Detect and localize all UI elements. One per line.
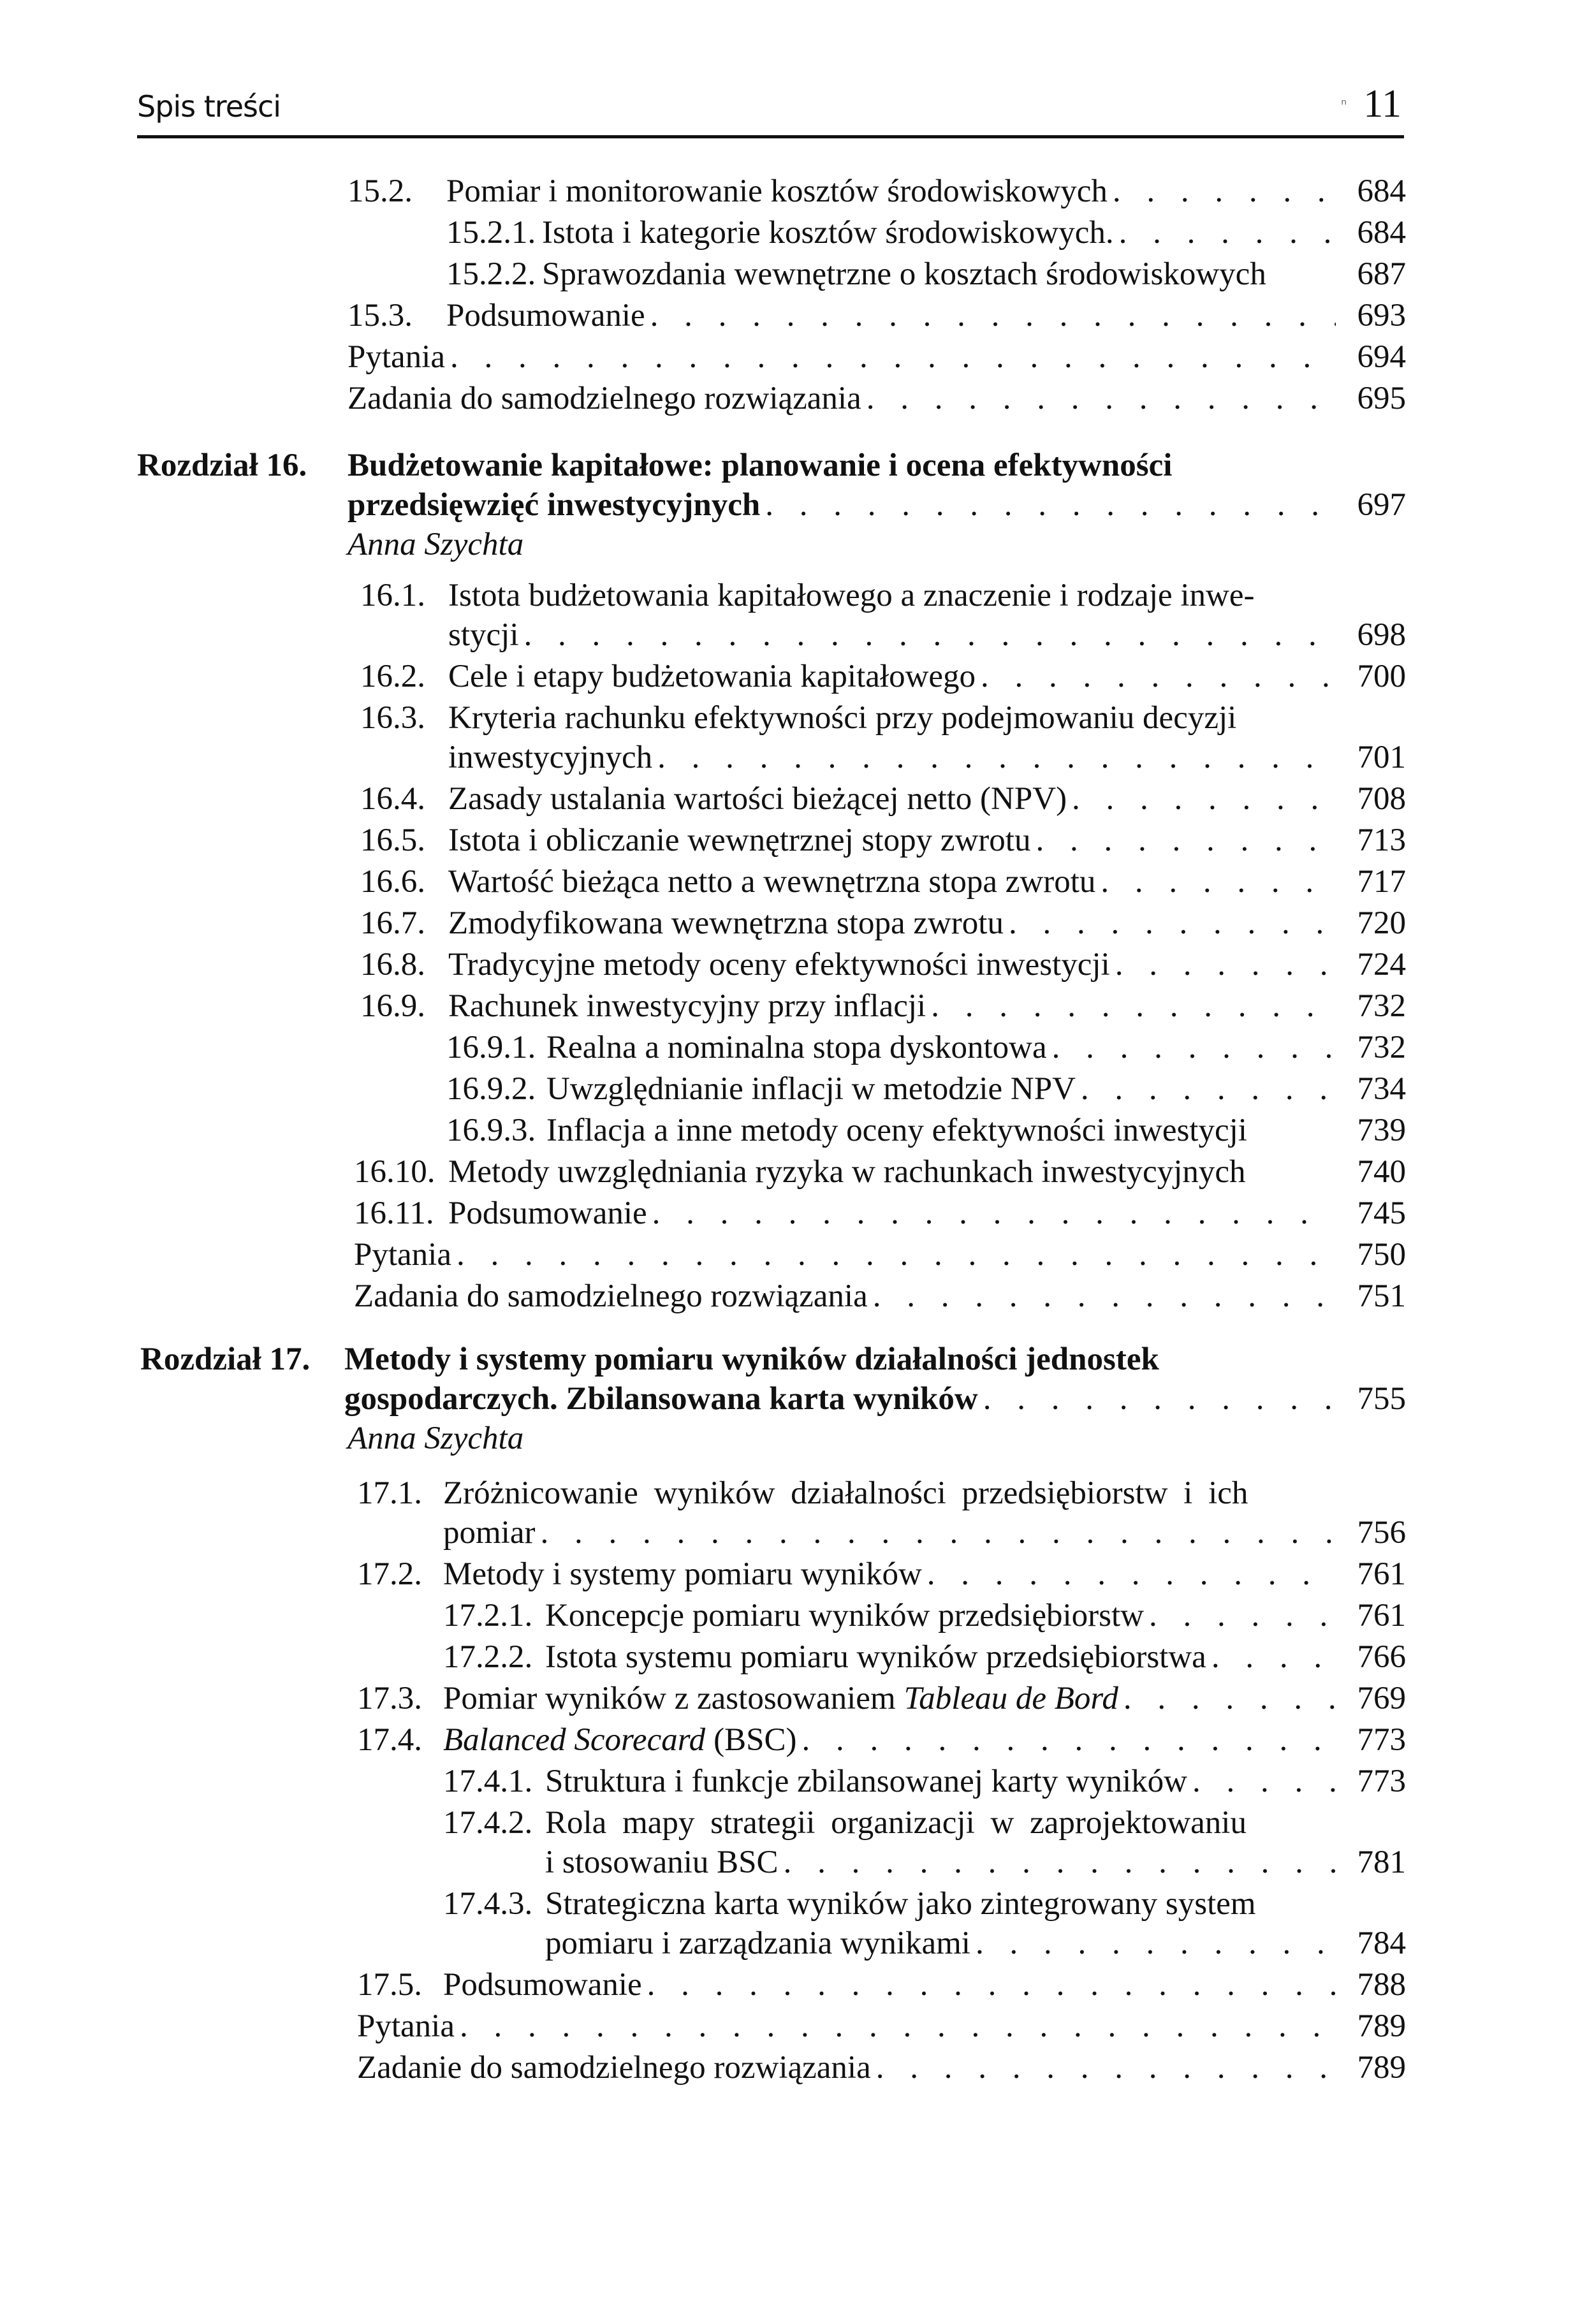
toc-entry[interactable]: [348, 337, 1406, 378]
toc-entry[interactable]: [360, 861, 1406, 903]
toc-entry[interactable]: [545, 1923, 1406, 1964]
toc-entry[interactable]: [348, 378, 1406, 420]
entry-number: 17.2.: [357, 1556, 422, 1592]
dot-leader: [981, 656, 1336, 698]
chapter-label: Rozdział 17.: [140, 1341, 311, 1377]
entry-number: 17.4.2.: [443, 1805, 533, 1841]
entry-page: 761: [1357, 1598, 1406, 1633]
entry-page: 781: [1357, 1845, 1406, 1880]
toc-entry[interactable]: [446, 1027, 1406, 1069]
toc-entry[interactable]: [446, 212, 1406, 254]
entry-title: Realna a nominalna stopa dyskontowa: [546, 1030, 1047, 1065]
chapter-title-cont: gospodarczych. Zbilansowana karta wyników: [344, 1381, 978, 1417]
entry-title: inwestycyjnych: [448, 740, 653, 775]
entry-page: 766: [1357, 1639, 1406, 1675]
entry-page: 789: [1357, 2050, 1406, 2086]
running-title: Spis treści: [137, 89, 281, 124]
dot-leader: [1035, 820, 1336, 861]
dot-leader: [927, 1554, 1336, 1595]
dot-leader: [540, 1512, 1336, 1554]
toc-entry[interactable]: [357, 1964, 1406, 2006]
entry-number: 16.9.1.: [446, 1030, 536, 1065]
toc-entry[interactable]: [357, 2006, 1406, 2047]
entry-title: i stosowaniu BSC: [545, 1845, 779, 1880]
entry-title: Zadania do samodzielnego rozwiązania: [348, 381, 861, 416]
entry-page: 740: [1357, 1154, 1406, 1190]
entry-number: 16.9.: [360, 988, 425, 1024]
toc-entry[interactable]: [360, 944, 1406, 986]
toc-entry[interactable]: [360, 820, 1406, 861]
entry-title: Uwzględnianie inflacji w metodzie NPV: [546, 1071, 1076, 1107]
dot-leader: [1192, 1761, 1336, 1802]
dot-leader: [931, 986, 1336, 1027]
entry-page: 693: [1357, 298, 1406, 333]
entry-page: 750: [1357, 1237, 1406, 1273]
toc-entry[interactable]: [354, 1151, 1406, 1193]
entry-title: pomiaru i zarządzania wynikami: [545, 1926, 970, 1961]
dot-leader: [802, 1720, 1336, 1761]
entry-number: 15.2.1.: [446, 215, 536, 251]
entry-page: 788: [1357, 1967, 1406, 2003]
dot-leader: [1072, 778, 1336, 820]
dot-leader: [450, 337, 1336, 378]
entry-page: 694: [1357, 339, 1406, 375]
entry-number: 17.4.: [357, 1722, 422, 1758]
dot-leader: [867, 378, 1336, 420]
entry-title-line1[interactable]: Strategiczna karta wyników jako zintegrowany system: [545, 1886, 1256, 1922]
entry-title-line1[interactable]: Kryteria rachunku efektywności przy podejmowaniu decyzji: [448, 700, 1237, 736]
dot-leader: [650, 295, 1336, 337]
entry-title: pomiar: [443, 1515, 536, 1551]
toc-entry[interactable]: [443, 1637, 1406, 1678]
entry-title: Tradycyjne metody oceny efektywności inwestycji: [448, 947, 1110, 983]
dot-leader: [976, 1923, 1336, 1964]
entry-page: 789: [1357, 2008, 1406, 2044]
dot-leader: [1081, 1069, 1336, 1110]
toc-entry[interactable]: [443, 1512, 1406, 1554]
entry-page: 684: [1357, 215, 1406, 251]
entry-number: 16.7.: [360, 905, 425, 941]
entry-title: Sprawozdania wewnętrzne o kosztach środowiskowych: [542, 256, 1266, 292]
entry-number: 16.8.: [360, 947, 425, 983]
entry-title: Istota systemu pomiaru wyników przedsiębiorstwa: [545, 1639, 1206, 1675]
entry-page: 734: [1357, 1071, 1406, 1107]
dot-leader: [1101, 861, 1336, 903]
toc-entry[interactable]: [348, 295, 1406, 337]
entry-number: 16.1.: [360, 578, 425, 613]
entry-number: 15.2.: [348, 173, 413, 209]
toc-entry[interactable]: [360, 903, 1406, 944]
entry-title: Podsumowanie: [443, 1967, 642, 2003]
dot-leader: [1149, 1595, 1336, 1637]
toc-entry[interactable]: [348, 171, 1406, 212]
dot-leader: [524, 615, 1336, 656]
toc-entry[interactable]: [443, 1761, 1406, 1802]
toc-entry[interactable]: [448, 615, 1406, 656]
dot-leader: [457, 1234, 1336, 1276]
dot-leader: [983, 1378, 1336, 1420]
toc-entry[interactable]: [545, 1842, 1406, 1883]
dot-leader: [1123, 1678, 1336, 1720]
toc-entry[interactable]: [360, 778, 1406, 820]
entry-title: Struktura i funkcje zbilansowanej karty wyników: [545, 1764, 1188, 1799]
entry-page: 732: [1357, 988, 1406, 1024]
entry-page: 717: [1357, 864, 1406, 900]
toc-entry[interactable]: [357, 1678, 1406, 1720]
chapter-entry[interactable]: [348, 485, 1406, 526]
dot-leader: [647, 1964, 1336, 2006]
toc-entry[interactable]: [357, 1554, 1406, 1595]
page-header: [137, 82, 1404, 138]
entry-title: Pytania: [348, 339, 445, 375]
entry-page: 695: [1357, 381, 1406, 416]
entry-title: Zadania do samodzielnego rozwiązania: [354, 1278, 868, 1314]
entry-page: 773: [1357, 1764, 1406, 1799]
entry-title: Istota i kategorie kosztów środowiskowych.: [542, 215, 1114, 251]
dot-leader: [1119, 212, 1336, 254]
entry-page: 732: [1357, 1030, 1406, 1065]
entry-page: 751: [1357, 1278, 1406, 1314]
entry-number: 16.6.: [360, 864, 425, 900]
entry-number: 16.10.: [354, 1154, 435, 1190]
chapter-title-cont: przedsięwzięć inwestycyjnych: [348, 487, 761, 523]
entry-title: Pytania: [354, 1237, 451, 1273]
entry-page: 684: [1357, 173, 1406, 209]
entry-title: Zmodyfikowana wewnętrzna stopa zwrotu: [448, 905, 1004, 941]
entry-page: 724: [1357, 947, 1406, 983]
entry-page: 720: [1357, 905, 1406, 941]
dot-leader: [1052, 1027, 1336, 1069]
entry-page: 761: [1357, 1556, 1406, 1592]
entry-number: 16.4.: [360, 781, 425, 817]
entry-title-line1[interactable]: Zróżnicowanie wyników działalności przedsiębiorstw i ich: [443, 1475, 1248, 1511]
toc-entry[interactable]: [446, 254, 1406, 295]
entry-title: Zasady ustalania wartości bieżącej netto (NPV): [448, 781, 1067, 817]
entry-title-italic: Tableau de Bord: [904, 1681, 1118, 1716]
entry-title: Metody i systemy pomiaru wyników: [443, 1556, 922, 1592]
entry-title: Podsumowanie: [446, 298, 645, 333]
entry-title-line1[interactable]: Rola mapy strategii organizacji w zaprojektowaniu: [545, 1805, 1247, 1841]
entry-page: 687: [1357, 256, 1406, 292]
chapter-title[interactable]: Budżetowanie kapitałowe: planowanie i ocena efektywności: [348, 448, 1173, 483]
entry-page: 756: [1357, 1515, 1406, 1551]
entry-page: 739: [1357, 1113, 1406, 1148]
toc-entry[interactable]: [443, 1595, 1406, 1637]
entry-title: Cele i etapy budżetowania kapitałowego: [448, 659, 976, 694]
toc-entry[interactable]: [448, 737, 1406, 778]
entry-title: Pomiar wyników z zastosowaniem: [443, 1681, 896, 1716]
toc-entry[interactable]: [357, 1720, 1406, 1761]
entry-page: 700: [1357, 659, 1406, 694]
toc-entry[interactable]: [446, 1110, 1406, 1151]
entry-page: 708: [1357, 781, 1406, 817]
entry-number: 17.3.: [357, 1681, 422, 1716]
entry-number: 17.1.: [357, 1475, 422, 1511]
entry-title: Inflacja a inne metody oceny efektywności inwestycji: [546, 1113, 1247, 1148]
entry-title: Wartość bieżąca netto a wewnętrzna stopa zwrotu: [448, 864, 1096, 900]
dot-leader: [1211, 1637, 1336, 1678]
toc-entry[interactable]: [354, 1234, 1406, 1276]
entry-page: 784: [1357, 1926, 1406, 1961]
toc-entry[interactable]: [360, 986, 1406, 1027]
toc-entry[interactable]: [354, 1276, 1406, 1317]
entry-title: Koncepcje pomiaru wyników przedsiębiorstw: [545, 1598, 1144, 1633]
dot-leader: [657, 737, 1336, 778]
entry-number: 16.11.: [354, 1195, 434, 1231]
entry-number: 17.5.: [357, 1967, 422, 2003]
dot-leader: [460, 2006, 1336, 2047]
entry-title-italic: Balanced Scorecard: [443, 1722, 706, 1758]
entry-page: 769: [1357, 1681, 1406, 1716]
chapter-page: 697: [1357, 487, 1406, 523]
entry-number: 15.2.2.: [446, 256, 536, 292]
dot-leader: [652, 1193, 1336, 1234]
chapter-author: Anna Szychta: [348, 527, 524, 562]
entry-number: 16.3.: [360, 700, 425, 736]
entry-page: 745: [1357, 1195, 1406, 1231]
entry-title: Podsumowanie: [448, 1195, 647, 1231]
chapter-label: Rozdział 16.: [137, 448, 307, 483]
entry-title: stycji: [448, 617, 519, 653]
dot-leader: [1009, 903, 1336, 944]
entry-number: 17.4.3.: [443, 1886, 533, 1922]
entry-page: 698: [1357, 617, 1406, 653]
entry-number: 16.5.: [360, 822, 425, 858]
entry-number: 16.9.2.: [446, 1071, 536, 1107]
toc-entry[interactable]: [354, 1193, 1406, 1234]
chapter-page: 755: [1357, 1381, 1406, 1417]
dot-leader: [873, 1276, 1336, 1317]
entry-title: Metody uwzględniania ryzyka w rachunkach inwestycyjnych: [448, 1154, 1246, 1190]
chapter-title[interactable]: Metody i systemy pomiaru wyników działalności jednostek: [344, 1341, 1159, 1377]
dot-leader: [765, 485, 1336, 526]
toc-entry[interactable]: [446, 1069, 1406, 1110]
scan-mark-icon: ⁿ: [1341, 97, 1347, 113]
page-number: 11: [1363, 82, 1401, 126]
entry-title: Zadanie do samodzielnego rozwiązania: [357, 2050, 871, 2086]
toc-entry[interactable]: [357, 2047, 1406, 2089]
entry-title-line1[interactable]: Istota budżetowania kapitałowego a znaczenie i rodzaje inwe-: [448, 578, 1255, 613]
entry-number: 17.4.1.: [443, 1764, 533, 1799]
chapter-author: Anna Szychta: [348, 1421, 524, 1456]
dot-leader: [1115, 944, 1336, 986]
toc-entry[interactable]: [360, 656, 1406, 698]
entry-number: 15.3.: [348, 298, 413, 333]
entry-title: Istota i obliczanie wewnętrznej stopy zwrotu: [448, 822, 1031, 858]
entry-page: 713: [1357, 822, 1406, 858]
entry-title: (BSC): [713, 1722, 797, 1758]
entry-page: 773: [1357, 1722, 1406, 1758]
entry-title: Pomiar i monitorowanie kosztów środowiskowych: [446, 173, 1108, 209]
dot-leader: [1113, 171, 1336, 212]
entry-number: 17.2.2.: [443, 1639, 533, 1675]
entry-number: 16.9.3.: [446, 1113, 536, 1148]
dot-leader: [784, 1842, 1336, 1883]
entry-number: 16.2.: [360, 659, 425, 694]
entry-number: 17.2.1.: [443, 1598, 533, 1633]
entry-title: Rachunek inwestycyjny przy inflacji: [448, 988, 926, 1024]
dot-leader: [876, 2047, 1336, 2089]
chapter-entry[interactable]: [344, 1378, 1406, 1420]
entry-page: 701: [1357, 740, 1406, 775]
entry-title: Pytania: [357, 2008, 455, 2044]
